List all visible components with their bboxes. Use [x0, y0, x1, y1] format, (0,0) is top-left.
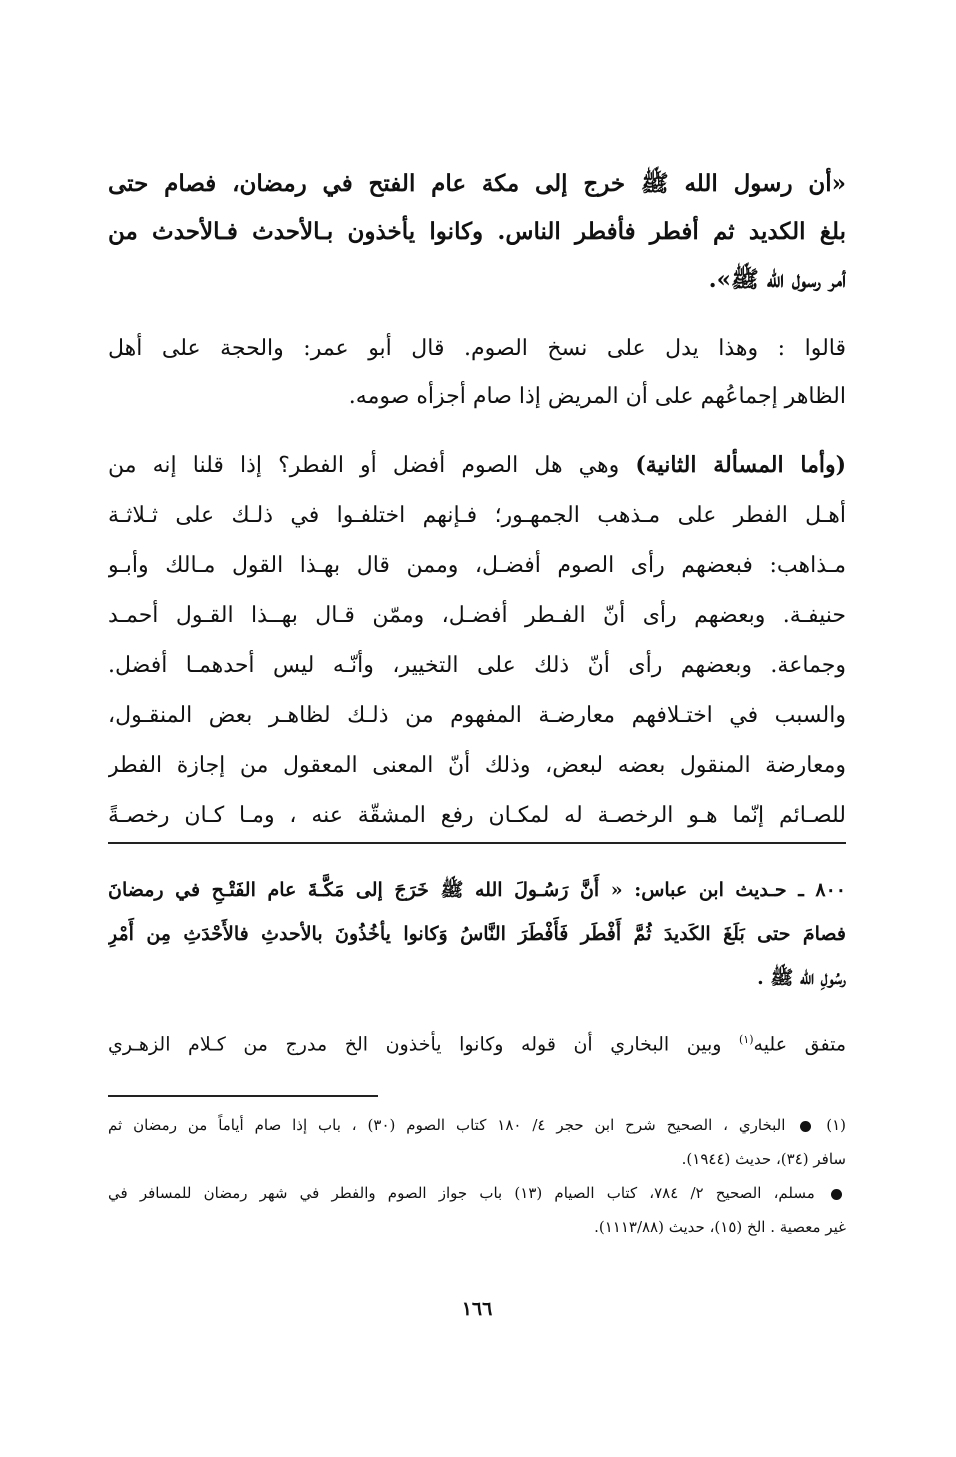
footnotes — [108, 1108, 846, 1244]
section-divider — [108, 842, 846, 844]
text-line: حنيفـة. وبعضهم رأى أنّ الفـطر أفضـل، وممّن قـال بهــذا القـول أحمـد — [108, 603, 846, 628]
footnote-line: سافر (٣٤)، حديث (١٩٤٤). — [681, 1150, 846, 1168]
footnote-number: (١) — [826, 1116, 846, 1134]
text-line: ومعارضة المنقول بعضه لبعض، وذلك أنّ المعنى المعقول من إجازة الفطر — [108, 753, 846, 778]
text-line: قالوا : وهذا يدل على نسخ الصوم. قال أبو عمر: والحجة على أهل — [108, 336, 846, 361]
scholar-opinion-paragraph — [108, 325, 846, 421]
text-run: وبين البخاري أن قوله وكانوا يأخذون الخ مدرج من كـلام الزهـري — [108, 1033, 722, 1056]
footnote-line: غير معصية . الخ (١٥)، حديث (١١١٣/٨٨). — [594, 1218, 846, 1236]
footnote-line — [108, 1176, 846, 1210]
text-line: رسُولِ الله ﷺ . — [757, 967, 846, 989]
quoted-hadith-paragraph — [108, 160, 846, 304]
bullet-icon — [800, 1121, 811, 1132]
page-number: ١٦٦ — [461, 1298, 493, 1320]
agreement-note — [108, 1020, 846, 1064]
text-line — [108, 1020, 846, 1064]
text-line: للصـائم إنّما هـو الرخصـة له لمكـان رفع المشقّة عنه ، ومـا كـان رخصـةً — [108, 803, 846, 828]
text-line: الظاهر إجماعُهم على أن المريض إذا صام أجزأه صومه. — [348, 384, 846, 409]
section-heading: (وأما المسألة الثانية) — [635, 452, 846, 478]
text-run: متفق عليه — [753, 1033, 846, 1056]
text-line: «أن رسول الله ﷺ خرج إلى مكة عام الفتح في رمضان، فصام حتى — [108, 170, 846, 197]
book-page — [108, 140, 846, 1440]
text-line — [108, 440, 846, 491]
footnote-divider — [108, 1095, 378, 1097]
hadith-commentary — [108, 868, 846, 1000]
text-run: البخاري ، الصحيح شرح ابن حجر ٤/ ١٨٠ كتاب الصوم (٣٠) ، باب إذا صام أياماً من رمضان ثم — [108, 1116, 786, 1134]
text-run: وهي هل الصوم أفضل أو الفطر؟ إذا قلنا إنه من — [108, 453, 620, 478]
bullet-icon — [831, 1189, 842, 1200]
text-line: والسبب في اختـلافهم معارضـة المفهوم من ذلـك لظاهـر بعض المنقـول، — [108, 703, 846, 728]
footnote-ref: (١) — [739, 1033, 754, 1046]
text-line: فصامَ حتى بَلَغَ الكَديدَ ثُمَّ أَفْطَر فَأَفْطَرَ النَّاسُ وَكانوا يأخُذُونَ بالأحدثِ فالأَحْدَثِ مِن أَمْرِ — [108, 923, 846, 945]
text-line: مـذاهب: فبعضهم رأى الصوم أفضـل، وممن قال بهـذا القول مـالك وأبـو — [108, 553, 846, 578]
text-line: أمر رسول الله ﷺ». — [708, 266, 846, 293]
text-line: أهـل الفطر على مـذهب الجمهـور؛ فـإنهم اختلفـوا في ذلـك على ثـلاثـة — [108, 503, 846, 528]
footnote-line — [108, 1108, 846, 1142]
text-line: بلغ الكديد ثم أفطر فأفطر الناس. وكانوا يأخذون بـالأحدث فـالأحدث من — [108, 218, 846, 245]
text-line: وجماعة. وبعضهم رأى أنّ ذلك على التخيير، وأنّـه ليس أحدهمـا أفضل. — [108, 653, 846, 678]
text-run: مسلم، الصحيح ٢/ ٧٨٤، كتاب الصيام (١٣) باب جواز الصوم والفطر في شهر رمضان للمسافر في — [108, 1184, 815, 1202]
second-issue-paragraph — [108, 440, 846, 841]
text-line: ٨٠٠ ـ حـديث ابن عباس: « أَنَّ رَسُـولَ الله ﷺ خَرَجَ إلى مَكَّـةَ عام الفَتْـحِ في رمضانَ — [108, 879, 846, 901]
